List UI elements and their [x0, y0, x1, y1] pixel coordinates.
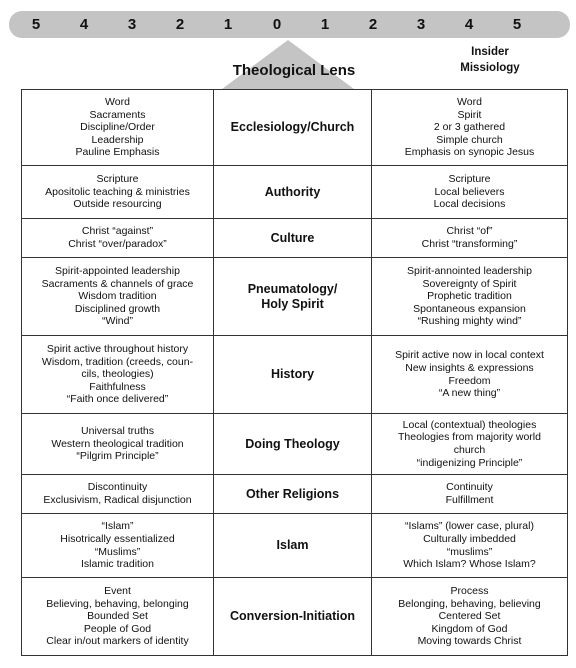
- table-row: [22, 219, 568, 258]
- topic-label: Conversion-Initiation: [230, 609, 355, 623]
- cell-line: Discontinuity: [87, 481, 148, 494]
- cell-line: Exclusivism, Radical disjunction: [43, 494, 192, 506]
- cell-line: Simple church: [436, 133, 503, 146]
- scale-tick: 3: [416, 16, 426, 33]
- cell-line: Theologies from majority world: [398, 431, 541, 444]
- cell-line: Process: [450, 585, 489, 598]
- left-cell: [22, 514, 214, 578]
- cell-line: Local (contextual) theologies: [402, 418, 537, 431]
- cell-line: “Islam”: [101, 520, 134, 533]
- cell-line: Christ “over/paradox”: [68, 238, 167, 250]
- cell-line: “Rushing mighty wind”: [417, 315, 522, 328]
- right-cell: [372, 166, 568, 219]
- cell-line: “Islams” (lower case, plural): [405, 520, 534, 533]
- scale-tick: 1: [223, 16, 233, 33]
- cell-line: Universal truths: [81, 425, 154, 438]
- cell-line: Belonging, behaving, believing: [398, 597, 541, 610]
- table-row: [22, 166, 568, 219]
- table-row: [22, 258, 568, 336]
- cell-line: Clear in/out markers of identity: [46, 635, 189, 648]
- cell-line: Discipline/Order: [80, 121, 155, 134]
- cell-line: Word: [105, 96, 130, 109]
- topic-cell: [214, 90, 372, 166]
- topic-cell: [214, 578, 372, 656]
- table-row: [22, 336, 568, 414]
- cell-line: 2 or 3 gathered: [433, 121, 506, 134]
- topic-label: Other Religions: [245, 486, 340, 501]
- cell-line: Scripture: [448, 173, 491, 186]
- topic-label: Culture: [270, 230, 315, 245]
- cell-line: Wisdom, tradition (creeds, coun-: [41, 355, 194, 368]
- insider-missiology-label: [445, 44, 535, 76]
- topic-cell: [214, 219, 372, 258]
- cell-line: Leadership: [91, 133, 144, 146]
- topic-label: Holy Spirit: [261, 296, 324, 311]
- scale-tick: 1: [320, 16, 330, 33]
- cell-line: Culturally imbedded: [423, 532, 516, 545]
- scale-tick: 2: [368, 16, 378, 33]
- cell-line: Event: [104, 585, 131, 598]
- cell-line: Fulfillment: [445, 494, 494, 506]
- cell-line: Sovereignty of Spirit: [422, 277, 517, 290]
- cell-line: Emphasis on synopic Jesus: [404, 146, 535, 159]
- comparison-table: [21, 89, 568, 656]
- cell-line: “Muslims”: [94, 545, 141, 558]
- cell-line: People of God: [83, 622, 152, 635]
- cell-line: Spirit-annointed leadership: [407, 265, 532, 278]
- cell-line: Scripture: [96, 173, 139, 186]
- cell-line: Hisotrically essentialized: [60, 532, 175, 545]
- left-cell: [22, 219, 214, 258]
- cell-line: Christ “of”: [446, 225, 493, 238]
- cell-line: Believing, behaving, belonging: [46, 597, 189, 610]
- cell-line: Which Islam? Whose Islam?: [403, 558, 536, 571]
- cell-line: Centered Set: [438, 610, 501, 623]
- cell-line: cils, theologies): [81, 368, 154, 381]
- cell-line: Spirit: [457, 108, 482, 121]
- scale-tick: 0: [272, 16, 282, 33]
- cell-line: Apositolic teaching & ministries: [45, 185, 190, 198]
- cell-line: Spontaneous expansion: [413, 302, 526, 315]
- cell-line: Bounded Set: [87, 610, 148, 623]
- cell-line: Western theological tradition: [51, 437, 184, 450]
- cell-line: “muslims”: [446, 545, 493, 558]
- left-cell: [22, 166, 214, 219]
- cell-line: Faithfulness: [89, 380, 146, 393]
- topic-label: Islam: [276, 538, 309, 552]
- insider-label-line: Insider: [471, 46, 509, 58]
- cell-line: Word: [457, 96, 482, 109]
- cell-line: Wisdom tradition: [78, 290, 157, 303]
- cell-line: Spirit active throughout history: [46, 343, 189, 356]
- cell-line: Freedom: [448, 374, 491, 387]
- right-cell: [372, 578, 568, 656]
- insider-label-line: Missiology: [460, 62, 520, 74]
- cell-line: Spirit active now in local context: [395, 349, 544, 362]
- scale-tick: 3: [127, 16, 137, 33]
- right-cell: [372, 90, 568, 166]
- cell-line: Moving towards Christ: [417, 635, 522, 648]
- table-row: [22, 475, 568, 514]
- lens-title: Theological Lens: [232, 62, 356, 79]
- cell-line: Spirit-appointed leadership: [55, 265, 180, 278]
- cell-line: “A new thing”: [438, 387, 501, 400]
- cell-line: Continuity: [446, 481, 493, 494]
- right-cell: [372, 219, 568, 258]
- topic-label: Pneumatology/: [247, 281, 338, 296]
- left-cell: [22, 336, 214, 414]
- cell-line: Kingdom of God: [431, 622, 508, 635]
- table-row: [22, 90, 568, 166]
- topic-cell: [214, 258, 372, 336]
- cell-line: Outside resourcing: [73, 198, 162, 211]
- scale-tick: 5: [512, 16, 522, 33]
- cell-line: Local believers: [434, 185, 505, 198]
- scale-tick: 4: [464, 16, 474, 33]
- topic-label: History: [270, 367, 315, 381]
- cell-line: New insights & expressions: [405, 361, 534, 374]
- left-cell: [22, 414, 214, 475]
- cell-line: Sacraments & channels of grace: [41, 277, 194, 290]
- cell-line: “Pilgrim Principle”: [76, 450, 159, 463]
- topic-label: Ecclesiology/Church: [230, 120, 355, 134]
- cell-line: Sacraments: [89, 108, 146, 121]
- table-row: [22, 514, 568, 578]
- left-cell: [22, 258, 214, 336]
- topic-cell: [214, 166, 372, 219]
- topic-label: Authority: [264, 184, 321, 199]
- cell-line: “Wind”: [102, 315, 133, 328]
- left-cell: [22, 90, 214, 166]
- topic-cell: [214, 414, 372, 475]
- right-cell: [372, 514, 568, 578]
- cell-line: Disciplined growth: [74, 302, 161, 315]
- left-cell: [22, 578, 214, 656]
- right-cell: [372, 475, 568, 514]
- right-cell: [372, 336, 568, 414]
- cell-line: Christ “transforming”: [421, 238, 518, 250]
- cell-line: Christ “against”: [81, 225, 154, 238]
- left-cell: [22, 475, 214, 514]
- cell-line: Local decisions: [433, 198, 506, 211]
- cell-line: “indigenizing Principle”: [416, 456, 523, 469]
- right-cell: [372, 414, 568, 475]
- cell-line: “Faith once delivered”: [66, 393, 169, 406]
- scale-tick: 5: [31, 16, 41, 33]
- table-row: [22, 414, 568, 475]
- topic-cell: [214, 514, 372, 578]
- scale-tick: 4: [79, 16, 89, 33]
- scale-tick: 2: [175, 16, 185, 33]
- topic-cell: [214, 475, 372, 514]
- cell-line: Islamic tradition: [81, 558, 154, 571]
- cell-line: Pauline Emphasis: [75, 146, 160, 159]
- topic-label: Doing Theology: [245, 436, 340, 451]
- right-cell: [372, 258, 568, 336]
- cell-line: Prophetic tradition: [427, 290, 512, 303]
- cell-line: church: [453, 444, 486, 456]
- table-row: [22, 578, 568, 656]
- topic-cell: [214, 336, 372, 414]
